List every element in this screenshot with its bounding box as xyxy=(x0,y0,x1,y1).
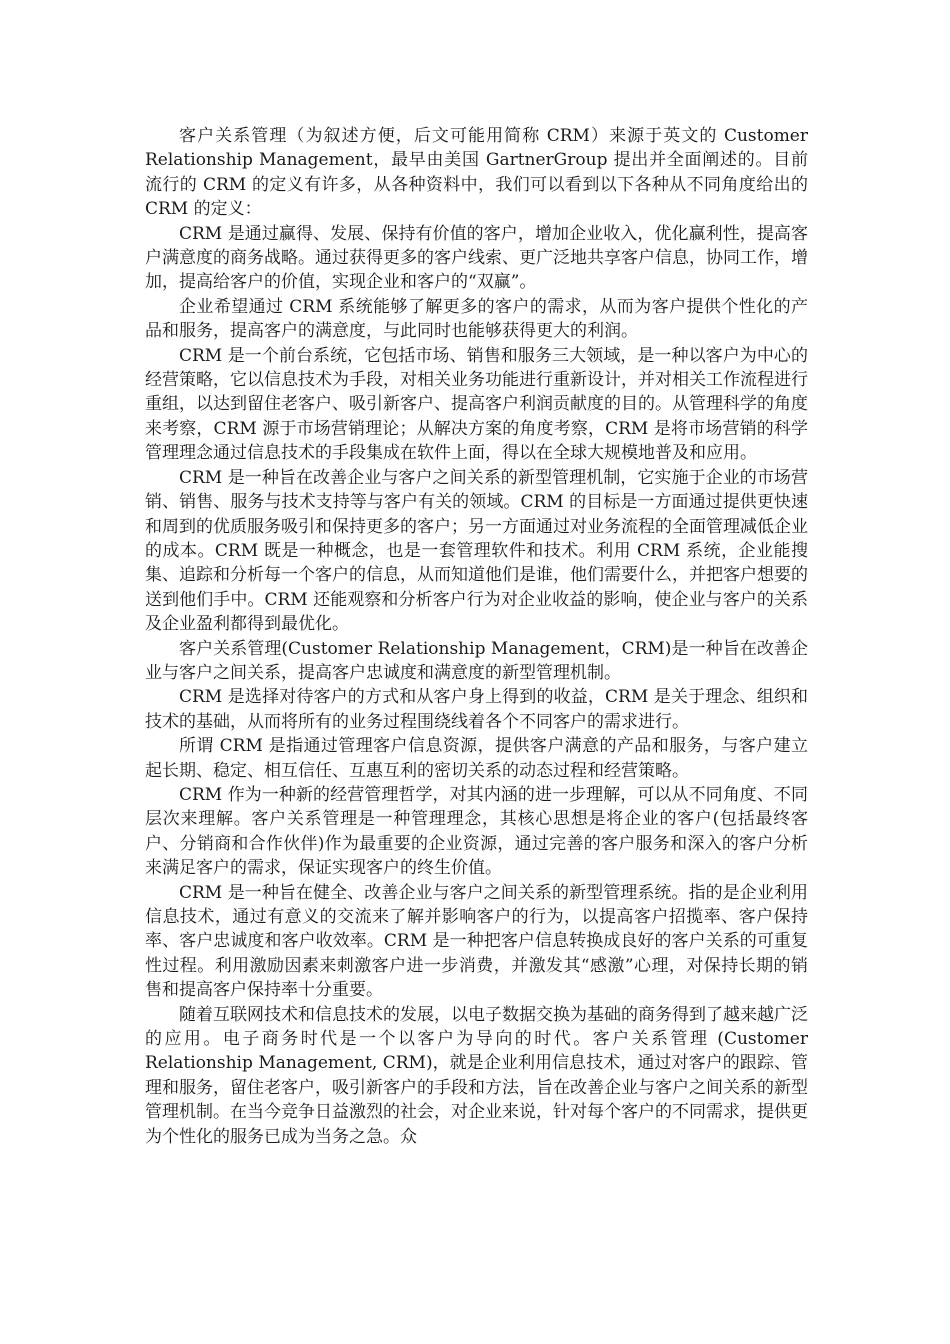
document-page xyxy=(145,124,808,1149)
paragraph-ecommerce-context: 随着互联网技术和信息技术的发展，以电子数据交换为基础的商务得到了越来越广泛的应用。电子商务时代是一个以客户为导向的时代。客户关系管理 (Customer Relationship Management, CRM)，就是企业利用信息技术，通过对客户的跟踪、管理和服务，留住老客户，吸引新客户的手段和方法，旨在改善企业与客户之间关系的新型管理机制。在当今竞争日益激烈的社会，对企业来说，针对每个客户的不同需求，提供更为个性化的服务已成为当务之急。众 xyxy=(145,1004,808,1147)
paragraph-definition-mechanism: CRM 是一种旨在改善企业与客户之间关系的新型管理机制，它实施于企业的市场营销、销售、服务与技术支持等与客户有关的领域。CRM 的目标是一方面通过提供更快速和周到的优质服务吸引和保持更多的客户；另一方面通过对业务流程的全面管理减低企业的成本。CRM 既是一种概念，也是一套管理软件和技术。利用 CRM 系统，企业能搜集、追踪和分析每一个客户的信息，从而知道他们是谁，他们需要什么，并把客户想要的送到他们手中。CRM 还能观察和分析客户行为对企业收益的影响，使企业与客户的关系及企业盈利都得到最优化。 xyxy=(145,467,808,635)
paragraph-definition-philosophy: CRM 作为一种新的经营管理哲学，对其内涵的进一步理解，可以从不同角度、不同层次来理解。客户关系管理是一种管理理念，其核心思想是将企业的客户(包括最终客户、分销商和合作伙伴)作为最重要的企业资源，通过完善的客户服务和深入的客户分析来满足客户的需求，保证实现客户的终生价值。 xyxy=(145,784,808,879)
paragraph-definition-strategy: CRM 是通过赢得、发展、保持有价值的客户，增加企业收入，优化赢利性，提高客户满意度的商务战略。通过获得更多的客户线索、更广泛地共享客户信息，协同工作，增加，提高给客户的价值，实现企业和客户的“双赢”。 xyxy=(145,223,808,293)
paragraph-crm-origin: 客户关系管理（为叙述方便，后文可能用简称 CRM）来源于英文的 Customer Relationship Management，最早由美国 GartnerGroup 提出并全面阐述的。目前流行的 CRM 的定义有许多，从各种资料中，我们可以看到以下各种从不同角度给出的 CRM 的定义： xyxy=(145,126,808,220)
paragraph-definition-approach: CRM 是选择对待客户的方式和从客户身上得到的收益，CRM 是关于理念、组织和技术的基础，从而将所有的业务过程围绕线着各个不同客户的需求进行。 xyxy=(145,687,808,732)
paragraph-definition-needs: 企业希望通过 CRM 系统能够了解更多的客户的需求，从而为客户提供个性化的产品和服务，提高客户的满意度，与此同时也能够获得更大的利润。 xyxy=(145,296,808,342)
paragraph-definition-resources: 所谓 CRM 是指通过管理客户信息资源，提供客户满意的产品和服务，与客户建立起长期、稳定、相互信任、互惠互利的密切关系的动态过程和经营策略。 xyxy=(145,736,808,781)
paragraph-definition-loyalty: 客户关系管理(Customer Relationship Management，CRM)是一种旨在改善企业与客户之间关系，提高客户忠诚度和满意度的新型管理机制。 xyxy=(145,638,808,683)
paragraph-definition-system: CRM 是一种旨在健全、改善企业与客户之间关系的新型管理系统。指的是企业利用信息技术，通过有意义的交流来了解并影响客户的行为，以提高客户招揽率、客户保持率、客户忠诚度和客户收效率。CRM 是一种把客户信息转换成良好的客户关系的可重复性过程。利用激励因素来刺激客户进一步消费，并激发其“感激”心理，对保持长期的销售和提高客户保持率十分重要。 xyxy=(145,882,808,1001)
paragraph-definition-front-system: CRM 是一个前台系统，它包括市场、销售和服务三大领域，是一种以客户为中心的经营策略，它以信息技术为手段，对相关业务功能进行重新设计，并对相关工作流程进行重组，以达到留住老客户、吸引新客户、提高客户利润贡献度的目的。从管理科学的角度来考察，CRM 源于市场营销理论；从解决方案的角度考察，CRM 是将市场营销的科学管理理念通过信息技术的手段集成在软件上面，得以在全球大规模地普及和应用。 xyxy=(145,345,808,464)
